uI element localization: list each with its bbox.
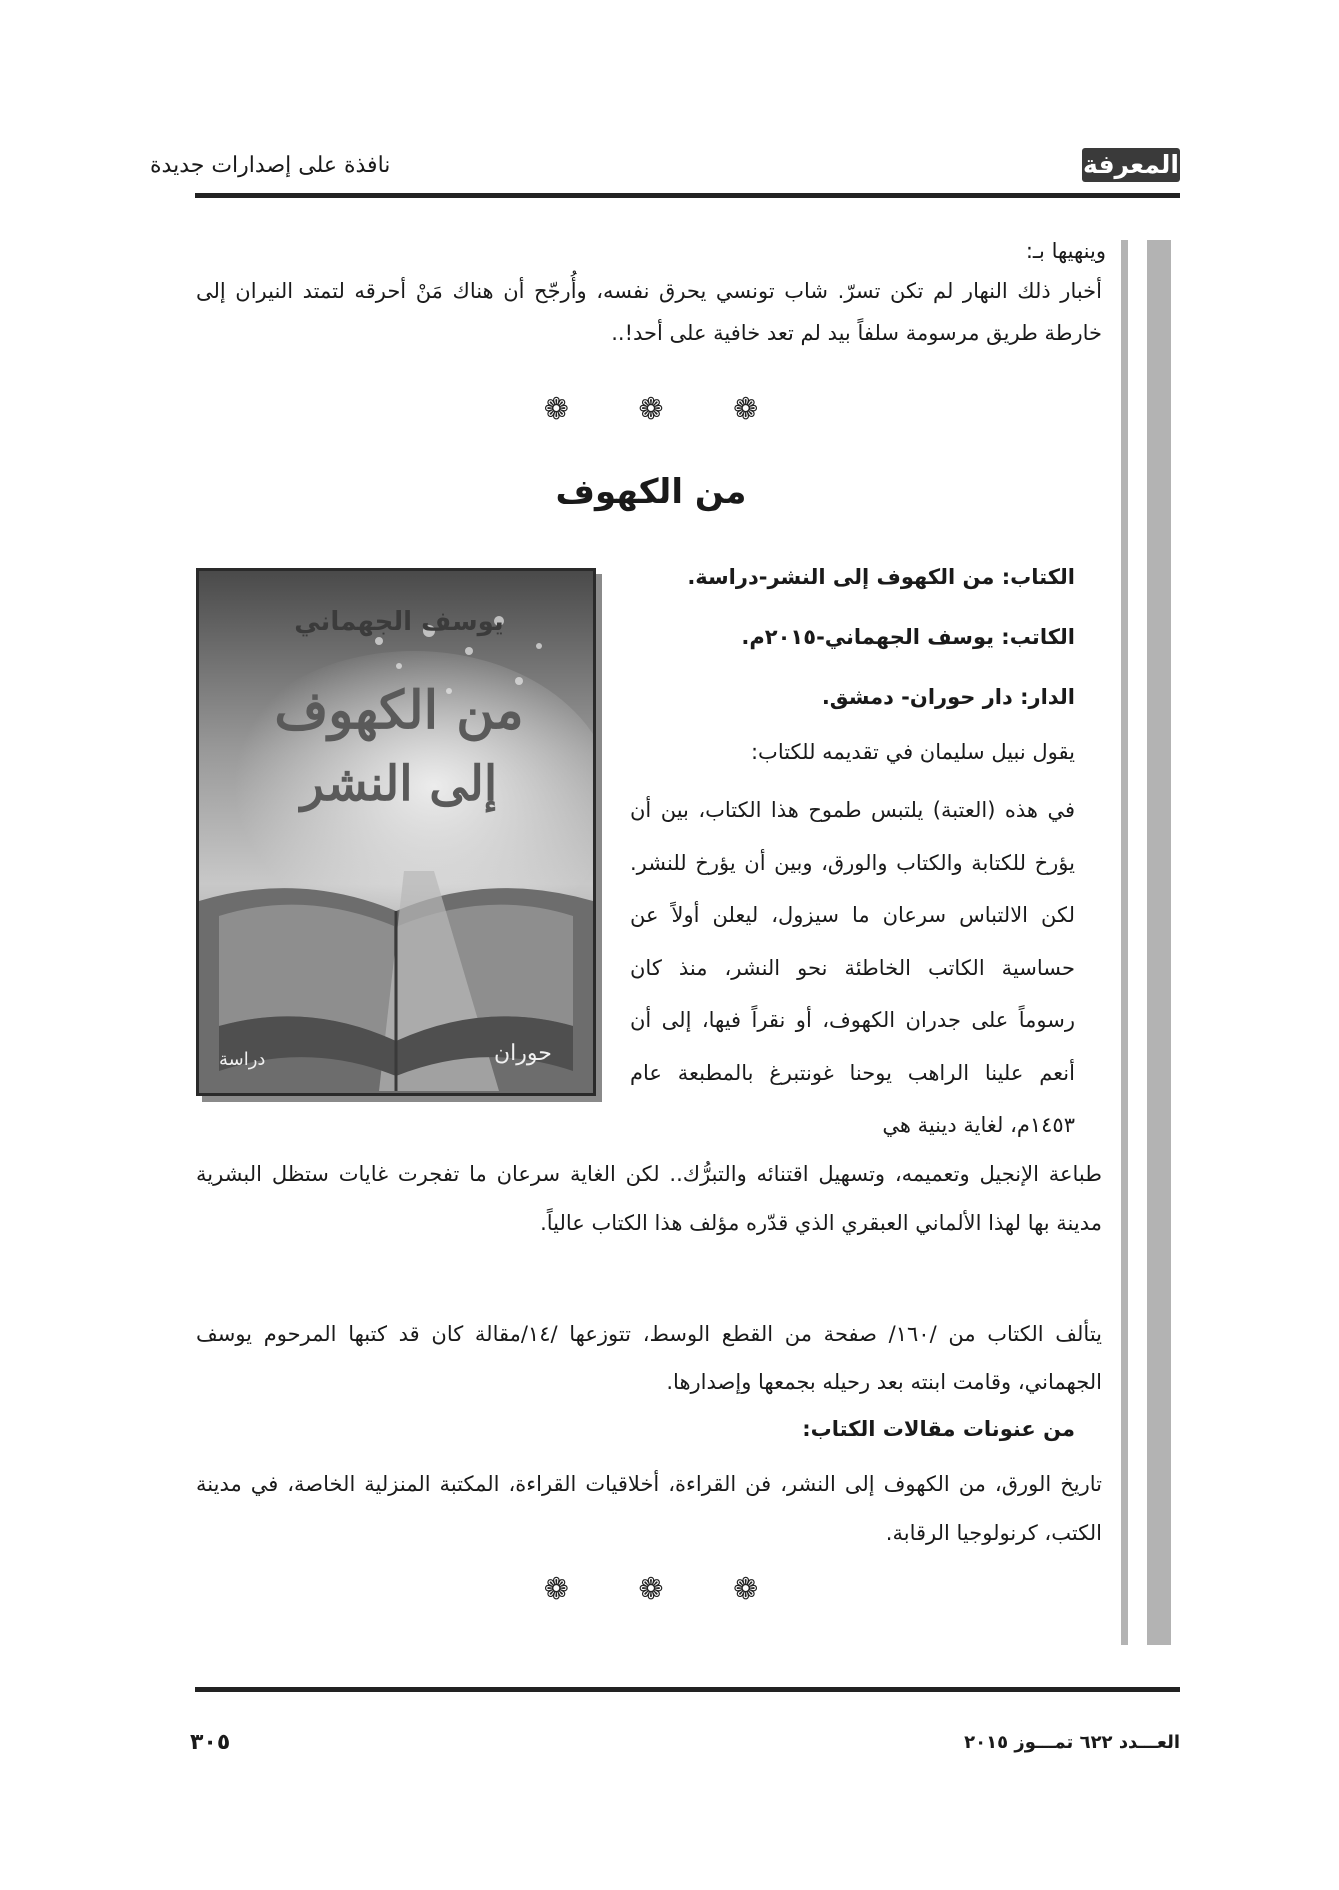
intro-quote: أخبار ذلك النهار لم تكن تسرّ. شاب تونسي يحرق نفسه، وأُرجّح أن هناك مَنْ أحرقه لتمتد النيران إلى خارطة طريق مرسومة سلفاً بيد لم تعد خافية على أحد!.. bbox=[196, 279, 1102, 345]
book-cover-image bbox=[196, 568, 596, 1096]
magazine-logo: المعرفة bbox=[1082, 148, 1180, 182]
closing-ornaments bbox=[196, 1572, 1106, 1608]
cover-genre-label: دراسة bbox=[219, 1049, 266, 1070]
article-title: من الكهوف bbox=[555, 472, 747, 512]
cover-publisher-mark: حوران bbox=[494, 1041, 552, 1066]
book-title-line: الكتاب: من الكهوف إلى النشر-دراسة. bbox=[687, 565, 1075, 589]
ornament-icon: ❁ bbox=[543, 392, 569, 427]
ornament-icon: ❁ bbox=[543, 1572, 569, 1607]
cover-title-line1: من الكهوف bbox=[274, 680, 524, 741]
composition-paragraph: يتألف الكتاب من /١٦٠/ صفحة من القطع الوسط، تتوزعها /١٤/مقالة كان قد كتبها المرحوم يوسف الجهماني، وقامت ابنته بعد رحيله بجمعها وإصدارها. bbox=[196, 1322, 1102, 1394]
page-number: ٣٠٥ bbox=[190, 1730, 231, 1755]
ornament-icon: ❁ bbox=[638, 1572, 664, 1607]
header-rule bbox=[195, 193, 1180, 198]
cover-wrap-paragraph: في هذه (العتبة) يلتبس طموح هذا الكتاب، بين أن يؤرخ للكتابة والكتاب والورق، وبين أن يؤرخ للنشر. لكن الالتباس سرعان ما سيزول، ليعلن أولاً عن حساسية الكاتب الخاطئة نحو النشر، منذ كان رسوماً على جدران الكهوف، أو نقراً فيها، إلى أن أنعم علينا الراهب يوحنا غونتبرغ بالمطبعة عام ١٤٥٣م، لغاية دينية هي bbox=[630, 798, 1075, 1137]
footer-rule bbox=[195, 1687, 1180, 1692]
section-title: نافذة على إصدارات جديدة bbox=[150, 153, 391, 178]
article-titles-paragraph: تاريخ الورق، من الكهوف إلى النشر، فن القراءة، أخلاقيات القراءة، المكتبة المنزلية الخاصة، في مدينة الكتب، كرنولوجيا الرقابة. bbox=[196, 1472, 1102, 1545]
full-width-paragraph: طباعة الإنجيل وتعميمه، وتسهيل اقتنائه والتبرُّك.. لكن الغاية سرعان ما تفجرت غايات ستظل البشرية مدينة بها لهذا الألماني العبقري الذي قدّره مؤلف هذا الكتاب عالياً. bbox=[196, 1162, 1102, 1235]
ornament-icon: ❁ bbox=[733, 1572, 759, 1607]
margin-bar-thin bbox=[1121, 240, 1128, 1645]
margin-bar-thick bbox=[1147, 240, 1171, 1645]
cover-title-line2: إلى النشر bbox=[300, 756, 498, 812]
book-publisher-line: الدار: دار حوران- دمشق. bbox=[821, 685, 1075, 709]
section-divider-ornaments bbox=[196, 392, 1106, 428]
issue-info: العـــدد ٦٢٢ تمـــوز ٢٠١٥ bbox=[964, 1732, 1180, 1753]
intro-line: يقول نبيل سليمان في تقديمه للكتاب: bbox=[750, 740, 1075, 764]
article-titles-subhead: من عنونات مقالات الكتاب: bbox=[802, 1417, 1075, 1441]
book-cover-art bbox=[199, 571, 593, 1093]
cover-author-text: يوسف الجهماني bbox=[294, 607, 504, 637]
ornament-icon: ❁ bbox=[733, 392, 759, 427]
book-author-line: الكاتب: يوسف الجهماني-٢٠١٥م. bbox=[741, 625, 1075, 649]
ornament-icon: ❁ bbox=[638, 392, 664, 427]
intro-lead: وينهيها بـ: bbox=[1025, 239, 1106, 263]
